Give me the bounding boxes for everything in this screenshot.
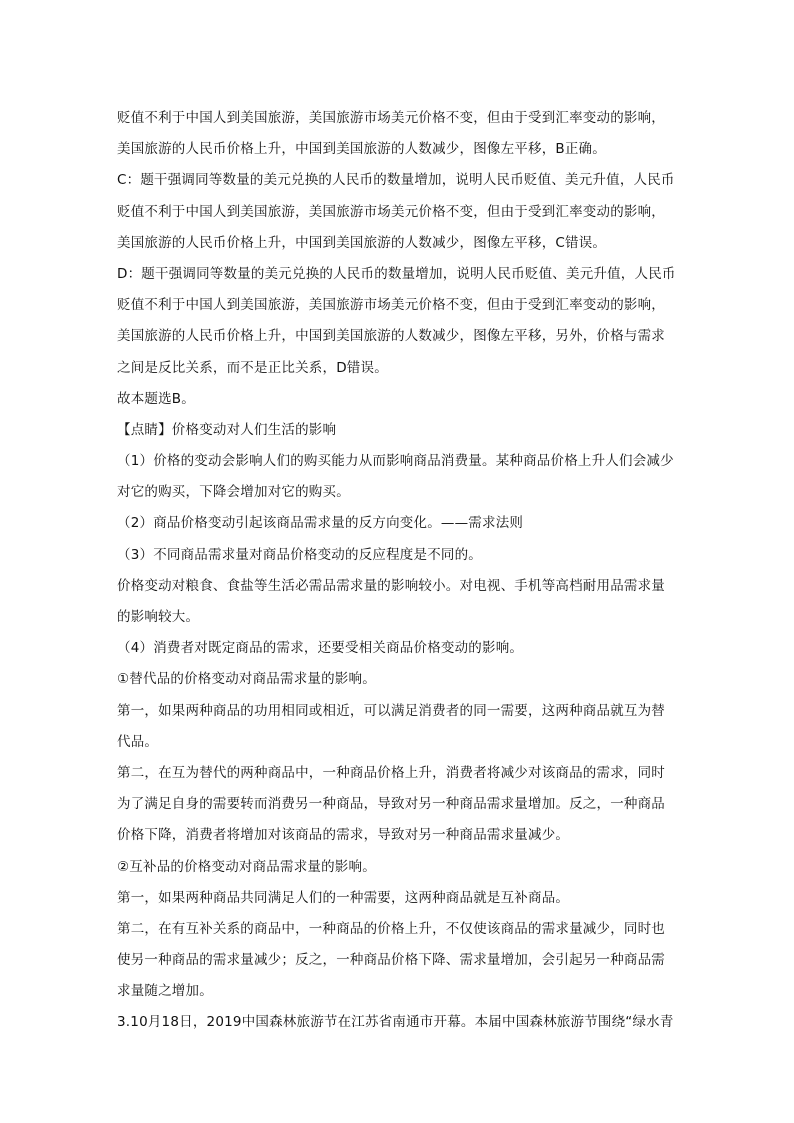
text-line: D：题干强调同等数量的美元兑换的人民币的数量增加，说明人民币贬值、美元升值，人民币 [117,265,676,282]
text-line: ①替代品的价格变动对商品需求量的影响。 [117,671,376,688]
text-line: 第一，如果两种商品的功用相同或相近，可以满足消费者的同一需要，这两种商品就互为替 [117,702,665,719]
text-line: 为了满足自身的需要转而消费另一种商品，导致对另一种商品需求量增加。反之，一种商品 [117,796,665,813]
text-line: （1）价格的变动会影响人们的购买能力从而影响商品消费量。某种商品价格上升人们会减少 [117,453,674,470]
document-body [117,103,687,1039]
text-line: 之间是反比关系，而不是正比关系，D错误。 [117,359,388,376]
text-line: 第二，在互为替代的两种商品中，一种商品价格上升，消费者将减少对该商品的需求，同时 [117,764,665,781]
text-line: 代品。 [117,733,159,750]
text-line: 美国旅游的人民币价格上升，中国到美国旅游的人数减少，图像左平移，C错误。 [117,234,607,251]
text-line: 使另一种商品的需求量减少；反之，一种商品价格下降、需求量增加，会引起另一种商品需 [117,952,665,969]
text-line: 第一，如果两种商品共同满足人们的一种需要，这两种商品就是互补商品。 [117,889,570,906]
text-line: 贬值不利于中国人到美国旅游，美国旅游市场美元价格不变，但由于受到汇率变动的影响， [117,203,665,220]
text-line: 价格下降，消费者将增加对该商品的需求，导致对另一种商品需求量减少。 [117,827,570,844]
text-line: 的影响较大。 [117,609,200,625]
text-line: （2）商品价格变动引起该商品需求量的反方向变化。——需求法则 [117,515,524,532]
text-line: 贬值不利于中国人到美国旅游，美国旅游市场美元价格不变，但由于受到汇率变动的影响， [117,297,665,314]
text-line: C：题干强调同等数量的美元兑换的人民币的数量增加，说明人民币贬值、美元升值，人民币 [117,172,675,189]
text-line: 对它的购买，下降会增加对它的购买。 [117,484,350,501]
text-line: （4）消费者对既定商品的需求，还要受相关商品价格变动的影响。 [117,640,524,657]
text-line: 价格变动对粮食、食盐等生活必需品需求量的影响较小。对电视、手机等高档耐用品需求量 [117,577,665,594]
text-line: 故本题选B。 [117,390,195,407]
text-line: 求量随之增加。 [117,983,213,1000]
text-line: ②互补品的价格变动对商品需求量的影响。 [117,858,376,875]
text-line: 美国旅游的人民币价格上升，中国到美国旅游的人数减少，图像左平移，另外，价格与需求 [117,328,665,345]
question-line: 3.10月18日，2019中国森林旅游节在江苏省南通市开幕。本届中国森林旅游节围绕“绿水青 [117,1014,674,1031]
text-line: 第二，在有互补关系的商品中，一种商品的价格上升，不仅使该商品的需求量减少，同时也 [117,920,665,937]
text-line: 贬值不利于中国人到美国旅游，美国旅游市场美元价格不变，但由于受到汇率变动的影响， [117,110,665,126]
text-line: 美国旅游的人民币价格上升，中国到美国旅游的人数减少，图像左平移，B正确。 [117,141,606,158]
text-line: （3）不同商品需求量对商品价格变动的反应程度是不同的。 [117,546,482,563]
section-heading: 【点睛】价格变动对人们生活的影响 [117,421,337,438]
